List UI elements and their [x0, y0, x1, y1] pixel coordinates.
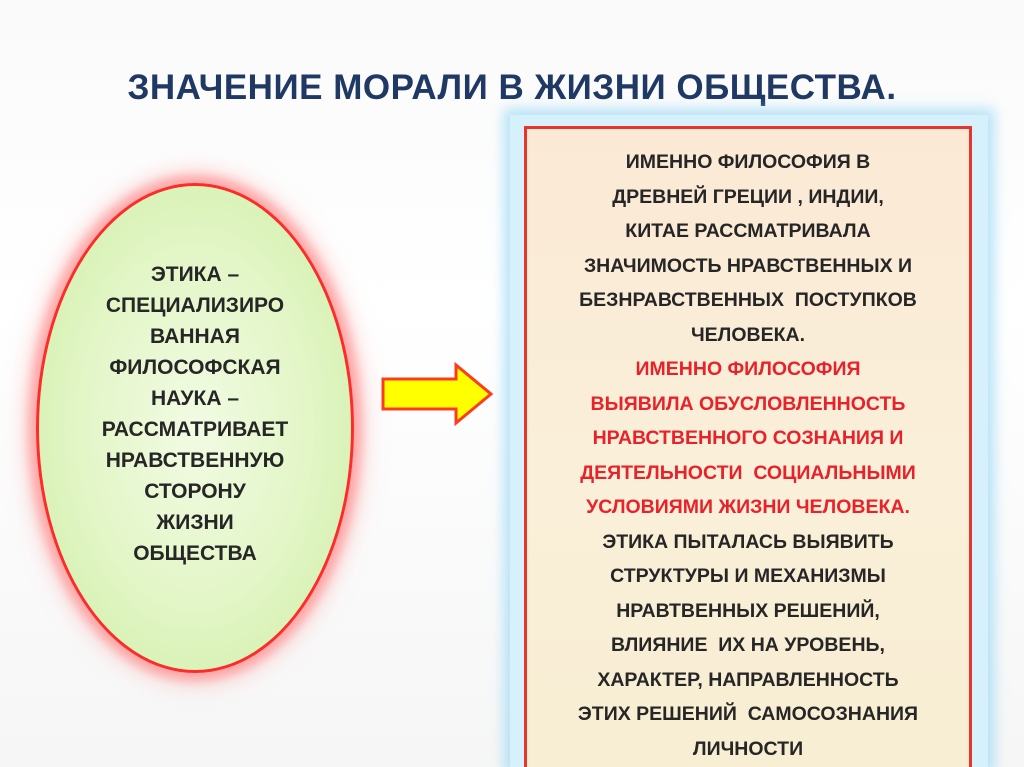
slide-title: ЗНАЧЕНИЕ МОРАЛИ В ЖИЗНИ ОБЩЕСТВА. — [127, 68, 897, 107]
box-line: НРАВТВЕННЫХ РЕШЕНИЙ, — [616, 599, 880, 622]
box-line-highlight: ИМЕННО ФИЛОСОФИЯ — [635, 358, 861, 380]
ethics-ellipse — [36, 183, 354, 673]
box-line-highlight: УСЛОВИЯМИ ЖИЗНИ ЧЕЛОВЕКА. — [586, 496, 910, 518]
box-line-highlight: НРАВСТВЕННОГО СОЗНАНИЯ И — [592, 427, 904, 449]
box-line: ЗНАЧИМОСТЬ НРАВСТВЕННЫХ И — [583, 254, 913, 277]
box-line: СТРУКТУРЫ И МЕХАНИЗМЫ — [610, 565, 886, 587]
box-line: ЭТИКА ПЫТАЛАСЬ ВЫЯВИТЬ — [602, 530, 894, 553]
box-line: ЛИЧНОСТИ — [692, 737, 804, 760]
right-arrow-shape — [383, 365, 491, 423]
box-line: ЧЕЛОВЕКА. — [690, 323, 806, 346]
box-line: КИТАЕ РАССМАТРИВАЛА — [625, 220, 871, 242]
box-line: ИМЕННО ФИЛОСОФИЯ В — [625, 151, 871, 173]
right-arrow-icon — [380, 362, 494, 426]
box-line-highlight: ДЕЯТЕЛЬНОСТИ СОЦИАЛЬНЫМИ — [580, 461, 916, 484]
philosophy-text-box — [524, 126, 972, 767]
ethics-definition-text: ЭТИКА – СПЕЦИАЛИЗИРО ВАННАЯ ФИЛОСОФСКАЯ НАУКА – РАССМАТРИВАЕТ НРАВСТВЕННУЮ СТОРОНУ ЖИЗНИ ОБЩЕСТВА — [101, 263, 289, 565]
box-line: ДРЕВНЕЙ ГРЕЦИИ , ИНДИИ, — [612, 185, 884, 208]
box-line: ВЛИЯНИЕ ИХ НА УРОВЕНЬ, — [611, 634, 885, 656]
box-line: ЭТИХ РЕШЕНИЙ САМОСОЗНАНИЯ — [577, 703, 919, 725]
box-line: БЕЗНРАВСТВЕННЫХ ПОСТУПКОВ — [579, 289, 917, 311]
box-line-highlight: ВЫЯВИЛА ОБУСЛОВЛЕННОСТЬ — [590, 392, 906, 415]
box-line: ХАРАКТЕР, НАПРАВЛЕННОСТЬ — [597, 668, 899, 691]
